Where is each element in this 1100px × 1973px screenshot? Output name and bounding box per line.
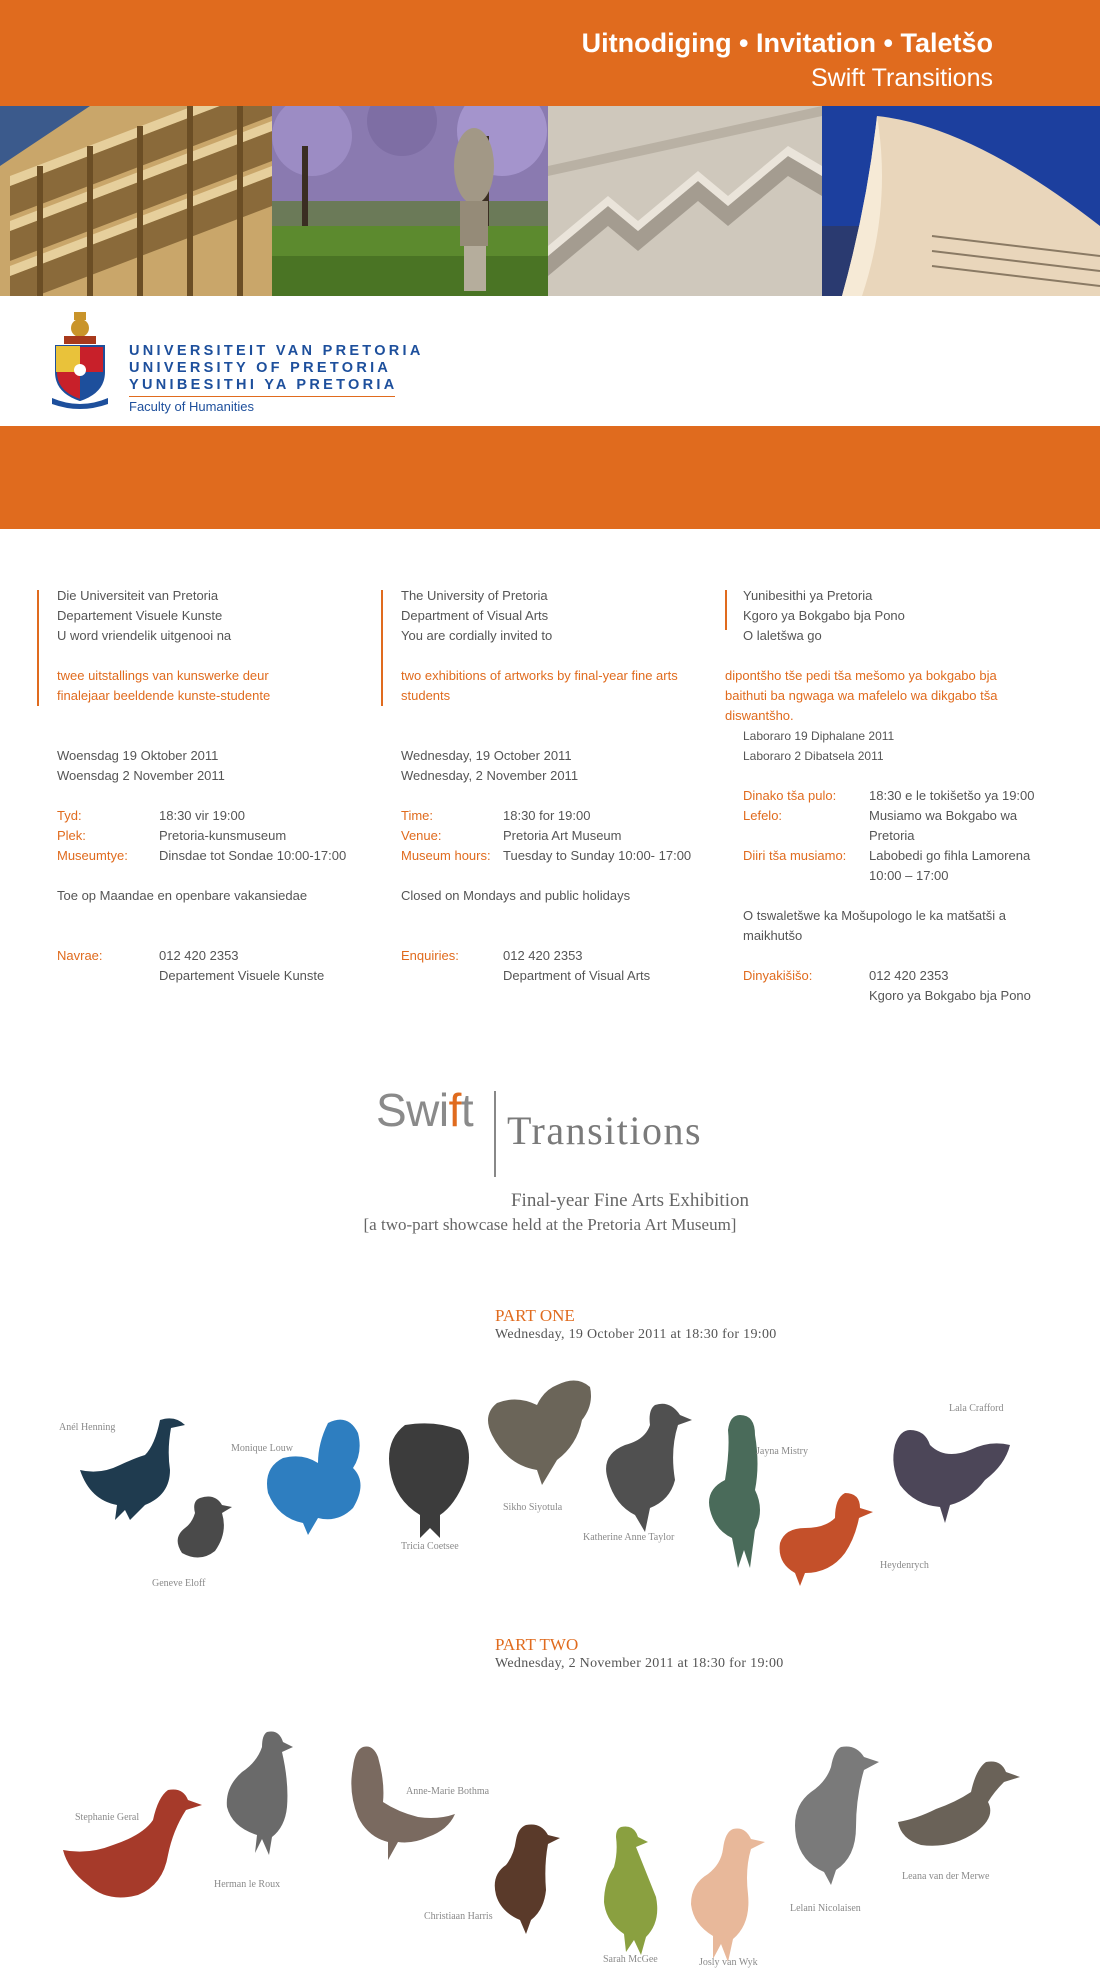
university-logo-band xyxy=(0,296,1100,426)
artist-name: Christiaan Harris xyxy=(424,1911,493,1922)
exhibition-title: Final-year Fine Arts Exhibition xyxy=(510,1190,749,1211)
event-date: Wednesday, 19 October 2011 xyxy=(401,748,572,763)
bird-artwork xyxy=(385,1420,475,1540)
enquiry-department: Kgoro ya Bokgabo bja Pono xyxy=(869,988,1031,1003)
bird-artwork xyxy=(217,1727,307,1857)
detail-row xyxy=(57,846,367,866)
closed-note: O tswaletšwe ka Mošupologo le ka matšatši a maikhutšo xyxy=(743,908,1007,943)
intro-line: U word vriendelik uitgenooi na xyxy=(57,628,232,643)
highlight-line: diswantšho. xyxy=(725,708,794,723)
artist-name: Sikho Siyotula xyxy=(503,1502,563,1513)
detail-row xyxy=(57,806,367,826)
artist-name: Monique Louw xyxy=(231,1443,293,1454)
highlight-line: students xyxy=(401,688,451,703)
transitions-logo-word: Transitions xyxy=(507,1108,703,1153)
part-one-title: PART ONE xyxy=(495,1306,575,1325)
divider xyxy=(129,396,395,397)
column-afrikaans xyxy=(37,586,367,986)
column-accent-bar xyxy=(381,590,383,706)
column-accent-bar xyxy=(37,590,39,706)
detail-row xyxy=(743,846,1045,886)
detail-value: 18:30 for 19:00 xyxy=(503,808,591,823)
bird-artwork xyxy=(58,1785,203,1925)
detail-value: Pretoria Art Museum xyxy=(503,828,622,843)
university-name-afrikaans: UNIVERSITEIT VAN PRETORIA xyxy=(129,343,424,359)
highlight-line: twee uitstallings van kunswerke deur xyxy=(57,668,269,683)
event-date: Laboraro 19 Diphalane 2011 xyxy=(743,729,895,743)
detail-row xyxy=(401,846,711,866)
detail-label: Dinako tša pulo: xyxy=(743,788,837,803)
detail-value: Pretoria-kunsmuseum xyxy=(159,828,287,843)
bird-artwork xyxy=(683,1824,768,1964)
bird-artwork xyxy=(775,1488,875,1588)
highlight-line: two exhibitions of artworks by final-year fine arts xyxy=(401,668,678,683)
highlight-line: dipontšho tše pedi tša mešomo ya bokgabo bja xyxy=(725,668,997,683)
detail-label: Venue: xyxy=(401,828,442,843)
bird-artwork xyxy=(700,1410,770,1570)
bird-artwork xyxy=(880,1425,1015,1525)
artist-name: Katherine Anne Taylor xyxy=(583,1532,675,1543)
detail-label: Lefelo: xyxy=(743,808,783,823)
faculty-name: Faculty of Humanities xyxy=(129,399,254,414)
event-date: Woensdag 2 November 2011 xyxy=(57,768,225,783)
enquiry-row xyxy=(57,966,367,986)
enquiry-row xyxy=(57,946,367,966)
detail-label: Museumtye: xyxy=(57,848,128,863)
artist-name: Jayna Mistry xyxy=(756,1446,808,1457)
event-date: Wednesday, 2 November 2011 xyxy=(401,768,579,783)
university-name-english: UNIVERSITY OF PRETORIA xyxy=(129,360,392,376)
detail-label: Museum hours: xyxy=(401,848,491,863)
university-crest-icon xyxy=(48,310,112,415)
bird-artwork xyxy=(596,1822,666,1957)
enquiry-label: Dinyakišišo: xyxy=(743,968,813,983)
column-sepedi xyxy=(725,586,1045,1006)
enquiry-phone[interactable]: 012 420 2353 xyxy=(159,948,239,963)
swift-logo-part: Swi xyxy=(376,1084,449,1136)
intro-line: O laletšwa go xyxy=(743,628,822,643)
intro-line: The University of Pretoria xyxy=(401,588,548,603)
detail-label: Diiri tša musiamo: xyxy=(743,848,847,863)
artist-name: Sarah McGee xyxy=(603,1954,658,1965)
header-banner xyxy=(0,0,1100,106)
detail-row xyxy=(401,806,711,826)
university-name-sepedi: YUNIBESITHI YA PRETORIA xyxy=(129,377,398,393)
artist-name: Josly van Wyk xyxy=(699,1957,758,1968)
part-two-date: Wednesday, 2 November 2011 at 18:30 for 19:00 xyxy=(495,1656,784,1671)
artist-name: Anél Henning xyxy=(59,1422,116,1433)
detail-label: Plek: xyxy=(57,828,86,843)
detail-value: 18:30 e le tokišetšo ya 19:00 xyxy=(869,788,1035,803)
enquiry-row xyxy=(743,966,1045,986)
photo-strip xyxy=(0,106,1100,296)
exhibition-subtitle: [a two-part showcase held at the Pretoria Art Museum] xyxy=(363,1215,737,1234)
column-english xyxy=(381,586,711,986)
enquiry-label: Enquiries: xyxy=(401,948,459,963)
enquiry-row xyxy=(401,966,711,986)
enquiry-department: Departement Visuele Kunste xyxy=(159,968,325,983)
closed-note: Closed on Mondays and public holidays xyxy=(401,888,631,903)
orange-band xyxy=(0,426,1100,529)
intro-line: Yunibesithi ya Pretoria xyxy=(743,588,873,603)
detail-row xyxy=(401,826,711,846)
event-date: Laboraro 2 Dibatsela 2011 xyxy=(743,749,884,763)
artist-name: Lelani Nicolaisen xyxy=(790,1903,861,1914)
bird-artwork xyxy=(786,1742,881,1887)
intro-line: Department of Visual Arts xyxy=(401,608,549,623)
highlight-line: baithuti ba ngwaga wa mafelelo wa dikgabo tša xyxy=(725,688,998,703)
photo-zigzag-wall xyxy=(548,106,822,296)
intro-line: Departement Visuele Kunste xyxy=(57,608,223,623)
artist-name: Lala Crafford xyxy=(949,1403,1004,1414)
photo-garden-sculpture xyxy=(272,106,548,296)
bird-artwork xyxy=(343,1742,458,1892)
artist-name: Heydenrych xyxy=(880,1560,929,1571)
enquiry-row xyxy=(743,986,1045,1006)
invitation-subtitle: Swift Transitions xyxy=(810,64,993,92)
detail-row xyxy=(743,786,1045,806)
detail-row xyxy=(57,826,367,846)
artist-name: Stephanie Geral xyxy=(75,1812,140,1823)
highlight-line: finalejaar beeldende kunste-studente xyxy=(57,688,271,703)
swift-logo-accent-letter: f xyxy=(448,1084,461,1136)
artist-name: Anne-Marie Bothma xyxy=(406,1786,490,1797)
part-two-title: PART TWO xyxy=(495,1635,579,1654)
bird-artwork xyxy=(170,1493,235,1563)
swift-logo-part: t xyxy=(460,1084,474,1136)
intro-line: Die Universiteit van Pretoria xyxy=(57,588,219,603)
bird-artwork xyxy=(263,1413,368,1538)
enquiry-label: Navrae: xyxy=(57,948,103,963)
photo-curved-building xyxy=(822,106,1100,296)
detail-value: Musiamo wa Bokgabo wa Pretoria xyxy=(869,808,1018,843)
enquiry-department: Department of Visual Arts xyxy=(503,968,651,983)
detail-label: Tyd: xyxy=(57,808,82,823)
column-accent-bar xyxy=(725,590,727,630)
closed-note: Toe op Maandae en openbare vakansiedae xyxy=(57,888,308,903)
artist-name: Tricia Coetsee xyxy=(401,1541,459,1552)
part-one-date: Wednesday, 19 October 2011 at 18:30 for 19:00 xyxy=(495,1327,777,1342)
detail-value: 18:30 vir 19:00 xyxy=(159,808,246,823)
artist-name: Herman le Roux xyxy=(214,1879,281,1890)
detail-value: Dinsdae tot Sondae 10:00-17:00 xyxy=(159,848,347,863)
detail-value: Labobedi go fihla Lamorena 10:00 – 17:00 xyxy=(869,848,1031,883)
intro-line: You are cordially invited to xyxy=(401,628,553,643)
event-date: Woensdag 19 Oktober 2011 xyxy=(57,748,219,763)
artist-name: Leana van der Merwe xyxy=(902,1871,990,1882)
artist-name: Geneve Eloff xyxy=(152,1578,206,1589)
enquiry-phone[interactable]: 012 420 2353 xyxy=(869,968,949,983)
detail-value: Tuesday to Sunday 10:00- 17:00 xyxy=(503,848,692,863)
detail-row xyxy=(743,806,1045,846)
university-name xyxy=(129,343,424,414)
logo-divider xyxy=(494,1091,496,1177)
bird-artwork xyxy=(896,1757,1021,1867)
enquiry-row xyxy=(401,946,711,966)
invitation-title: Uitnodiging • Invitation • Taletšo xyxy=(581,28,993,58)
photo-building-facade xyxy=(0,106,272,296)
intro-line: Kgoro ya Bokgabo bja Pono xyxy=(743,608,905,623)
bird-artwork xyxy=(600,1400,695,1535)
enquiry-phone[interactable]: 012 420 2353 xyxy=(503,948,583,963)
detail-label: Time: xyxy=(401,808,434,823)
swift-logo-word xyxy=(376,1083,473,1137)
bird-artwork xyxy=(482,1375,597,1490)
